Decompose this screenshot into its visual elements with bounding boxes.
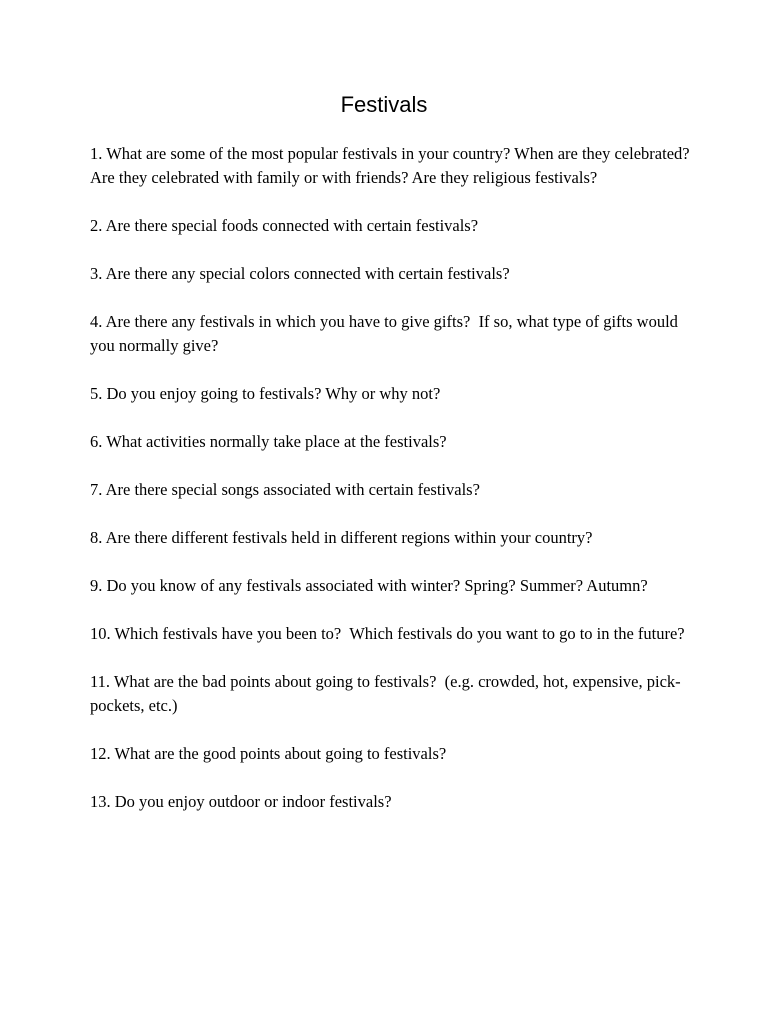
question-item: 7. Are there special songs associated with certain festivals? <box>90 480 480 499</box>
question-item: 11. What are the bad points about going to festivals? (e.g. crowded, hot, expensive, pick-pockets, etc.) <box>90 672 681 715</box>
question-item: 13. Do you enjoy outdoor or indoor festivals? <box>90 792 392 811</box>
question-item: 2. Are there special foods connected with certain festivals? <box>90 216 479 235</box>
question-item: 10. Which festivals have you been to? Which festivals do you want to go to in the future? <box>90 624 685 643</box>
question-item: 3. Are there any special colors connected with certain festivals? <box>90 264 510 283</box>
question-item: 8. Are there different festivals held in different regions within your country? <box>90 528 593 547</box>
page-title: Festivals <box>340 92 428 117</box>
question-list <box>90 142 693 838</box>
question-item: 9. Do you know of any festivals associated with winter? Spring? Summer? Autumn? <box>90 576 648 595</box>
question-item: 1. What are some of the most popular festivals in your country? When are they celebrated? Are they celebrated with family or with friends? Are they religious festivals? <box>90 144 693 187</box>
question-item: 12. What are the good points about going to festivals? <box>90 744 447 763</box>
question-item: 5. Do you enjoy going to festivals? Why or why not? <box>90 384 441 403</box>
question-item: 6. What activities normally take place at the festivals? <box>90 432 447 451</box>
question-item: 4. Are there any festivals in which you have to give gifts? If so, what type of gifts would you normally give? <box>90 312 683 355</box>
